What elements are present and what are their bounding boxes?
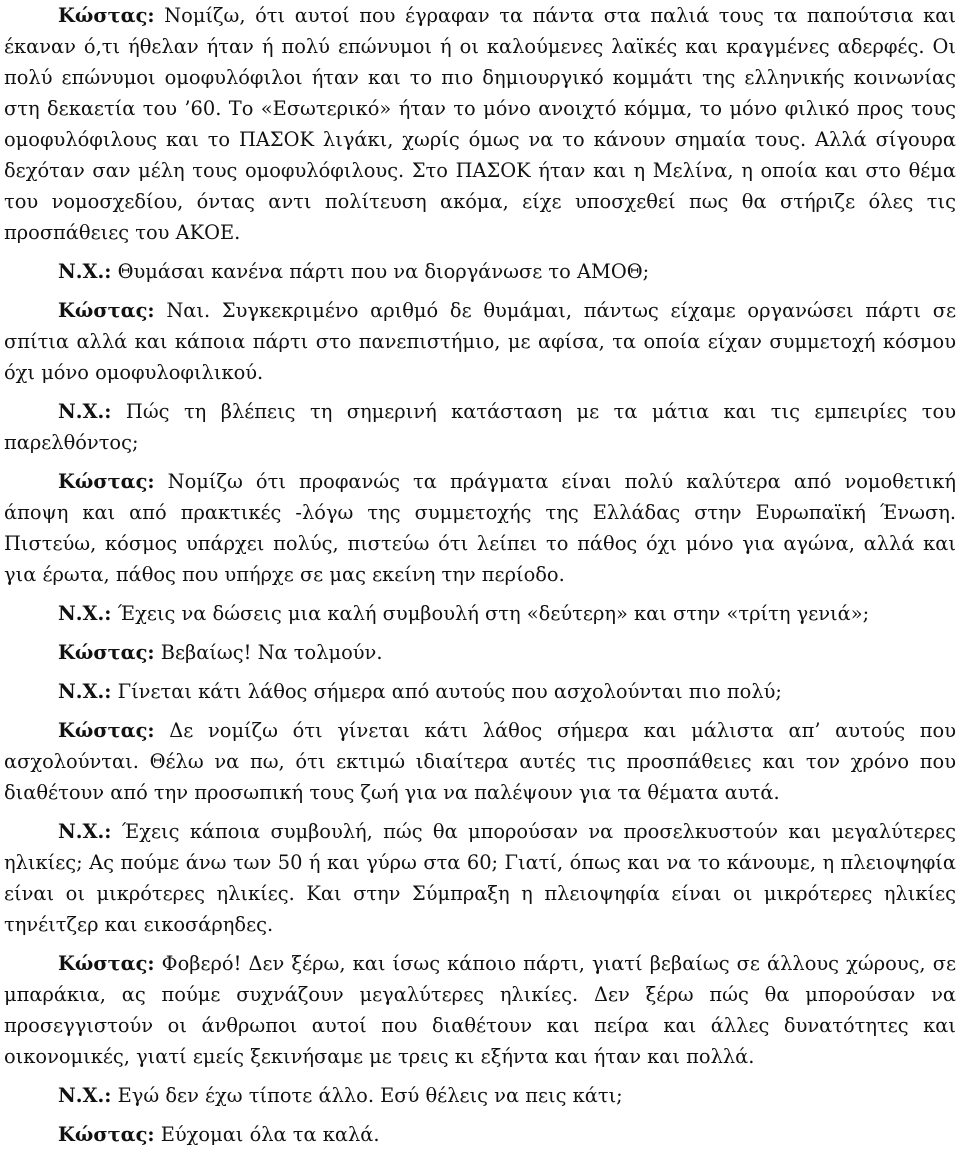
paragraph-text: Έχεις κάποια συμβουλή, πώς θα μπορούσαν να προσελκυστούν και μεγαλύτερες ηλικίες; Ας πούμε άνω των 50 ή και γύρω στα 60; Γιατί, όπως και να το κάνουμε, η πλειοψηφία είναι οι μικρότερες ηλικίες. Και στην Σύμπραξη η πλειοψηφία είναι οι μικρότερες ηλικίες τηνέιτζερ και εικοσάρηδες. (4, 820, 956, 936)
paragraph-text: Θυμάσαι κανένα πάρτι που να διοργάνωσε το ΑΜΟΘ; (117, 260, 650, 283)
speaker-label: Κώστας: (58, 719, 155, 742)
interview-paragraph (4, 396, 956, 458)
speaker-name: Ν.Χ. (58, 680, 105, 703)
paragraph-text: Φοβερό! Δεν ξέρω, και ίσως κάποιο πάρτι, γιατί βεβαίως σε άλλους χώρους, σε μπαράκια, ας πούμε συχνάζουν μεγαλύτερες ηλικίες. Δεν ξέρω πώς θα μπορούσαν να προσεγγιστούν οι άνθρωποι αυτοί που διαθέτουν και πείρα και άλλες δυνατότητες και οικονομικές, γιατί εμείς ξεκινήσαμε με τρεις κι εξήντα και ήταν και πολλά. (4, 952, 956, 1068)
speaker-name: Ν.Χ. (58, 1084, 105, 1107)
speaker-name: Κώστας (58, 299, 148, 322)
speaker-label: Ν.Χ.: (58, 680, 112, 703)
speaker-label: Κώστας: (58, 952, 155, 975)
speaker-name: Ν.Χ. (58, 400, 105, 423)
paragraph-text: Δε νομίζω ότι γίνεται κάτι λάθος σήμερα και μάλιστα απ’ αυτούς που ασχολούνται. Θέλω να πω, ότι εκτιμώ ιδιαίτερα αυτές τις προσπάθειες και τον χρόνο που διαθέτουν από την προσωπική τους ζωή για να παλέψουν για τα θέματα αυτά. (4, 719, 956, 804)
paragraph-text: Νομίζω ότι προφανώς τα πράγματα είναι πολύ καλύτερα από νομοθετική άποψη και από πρακτικές -λόγω της συμμετοχής της Ελλάδας στην Ευρωπαϊκή Ένωση. Πιστεύω, κόσμος υπάρχει πολύς, πιστεύω ότι λείπει το πάθος όχι μόνο για αγώνα, αλλά και για έρωτα, πάθος που υπήρχε σε μας εκείνη την περίοδο. (4, 470, 956, 586)
speaker-label: Ν.Χ.: (58, 400, 112, 423)
interview-paragraph (4, 598, 956, 629)
paragraph-text: Πώς τη βλέπεις τη σημερινή κατάσταση με τα μάτια και τις εμπειρίες του παρελθόντος; (4, 400, 956, 454)
paragraph-text: Νομίζω, ότι αυτοί που έγραφαν τα πάντα στα παλιά τους τα παπούτσια και έκαναν ό,τι ήθελαν ήταν ή πολύ επώνυμοι ή οι καλούμενες λαϊκές και κραγμένες αδερφές. Οι πολύ επώνυμοι ομοφυλόφιλοι ήταν και το πιο δημιουργικό κομμάτι της ελληνικής κοινωνίας στη δεκαετία του ’60. Το «Εσωτερικό» ήταν το μόνο ανοιχτό κόμμα, το μόνο φιλικό προς τους ομοφυλόφιλους και το ΠΑΣΟΚ λιγάκι, χωρίς όμως να το κάνουν σημαία τους. Αλλά σίγουρα δεχόταν σαν μέλη τους ομοφυλόφιλους. Στο ΠΑΣΟΚ ήταν και η Μελίνα, η οποία και στο θέμα του νομοσχεδίου, όντας αντι πολίτευση ακόμα, είχε υποσχεθεί πως θα στήριζε όλες τις προσπάθειες του ΑΚΟΕ. (4, 4, 956, 244)
interview-document (4, 0, 956, 1150)
paragraph-text: Ναι. Συγκεκριμένο αριθμό δε θυμάμαι, πάντως είχαμε οργανώσει πάρτι σε σπίτια αλλά και κάποια πάρτι στο πανεπιστήμιο, με αφίσα, τα οποία είχαν συμμετοχή κόσμου όχι μόνο ομοφυλοφιλικού. (4, 299, 956, 384)
speaker-name: Κώστας (58, 1123, 148, 1146)
speaker-label: Κώστας: (58, 299, 155, 322)
interview-paragraph (4, 1080, 956, 1111)
interview-paragraph (4, 1119, 956, 1150)
speaker-name: Κώστας (58, 470, 148, 493)
interview-paragraph (4, 256, 956, 287)
speaker-name: Κώστας (58, 719, 148, 742)
speaker-name: Κώστας (58, 641, 148, 664)
speaker-label: Ν.Χ.: (58, 602, 112, 625)
interview-paragraph (4, 295, 956, 388)
speaker-label: Ν.Χ.: (58, 820, 112, 843)
speaker-label: Κώστας: (58, 4, 155, 27)
speaker-label: Κώστας: (58, 641, 155, 664)
paragraph-text: Γίνεται κάτι λάθος σήμερα από αυτούς που ασχολούνται πιο πολύ; (117, 680, 782, 703)
interview-paragraph (4, 816, 956, 940)
speaker-label: Κώστας: (58, 1123, 155, 1146)
paragraph-text: Έχεις να δώσεις μια καλή συμβουλή στη «δεύτερη» και στην «τρίτη γενιά»; (117, 602, 870, 625)
interview-paragraph (4, 676, 956, 707)
interview-paragraph (4, 0, 956, 248)
speaker-name: Ν.Χ. (58, 260, 105, 283)
speaker-label: Ν.Χ.: (58, 260, 112, 283)
paragraph-text: Εγώ δεν έχω τίποτε άλλο. Εσύ θέλεις να πεις κάτι; (117, 1084, 623, 1107)
speaker-label: Ν.Χ.: (58, 1084, 112, 1107)
speaker-name: Ν.Χ. (58, 820, 105, 843)
speaker-name: Ν.Χ. (58, 602, 105, 625)
speaker-name: Κώστας (58, 952, 148, 975)
interview-paragraph (4, 466, 956, 590)
interview-paragraph (4, 637, 956, 668)
interview-paragraph (4, 715, 956, 808)
speaker-name: Κώστας (58, 4, 148, 27)
paragraph-text: Εύχομαι όλα τα καλά. (160, 1123, 380, 1146)
interview-paragraph (4, 948, 956, 1072)
paragraph-text: Βεβαίως! Να τολμούν. (160, 641, 383, 664)
speaker-label: Κώστας: (58, 470, 155, 493)
